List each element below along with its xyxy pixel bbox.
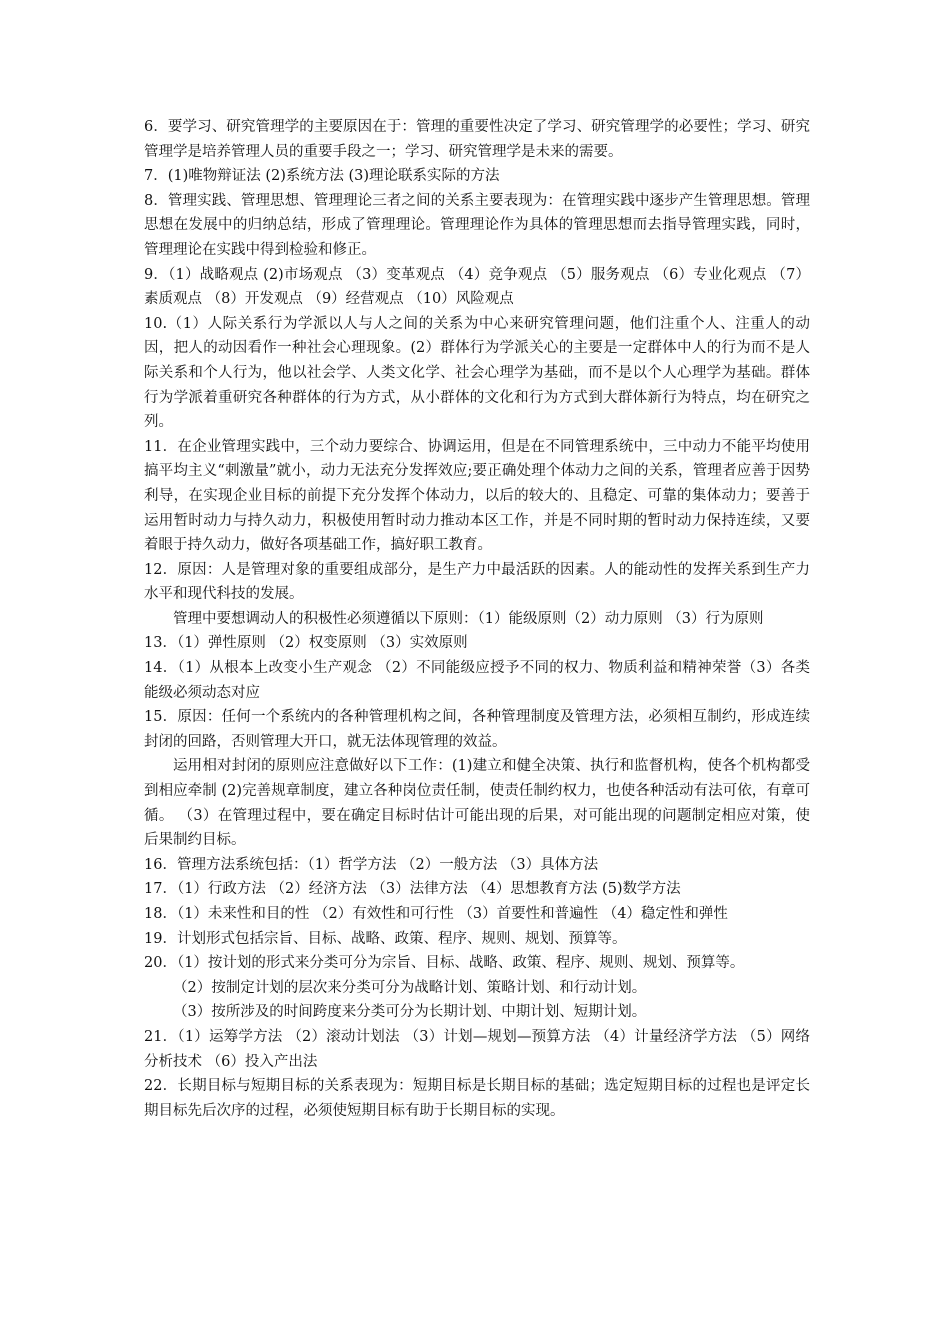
paragraph-9: 9．（1）战略观点 (2)市场观点 （3）变革观点 （4）竞争观点 （5）服务观点 （6）专业化观点 （7）素质观点 （8）开发观点 （9）经营观点 （10）风险观点 xyxy=(144,266,810,308)
paragraph-12: 12．原因：人是管理对象的重要组成部分，是生产力中最活跃的因素。人的能动性的发挥关系到生产力水平和现代科技的发展。 xyxy=(144,561,810,603)
paragraph-8: 8．管理实践、管理思想、管理理论三者之间的关系主要表现为：在管理实践中逐步产生管理思想。管理思想在发展中的归纳总结，形成了管理理论。管理理论作为具体的管理思想而去指导管理实践，同时，管理理论在实践中得到检验和修正。 xyxy=(144,192,810,258)
paragraph-21: 21．（1）运筹学方法 （2）滚动计划法 （3）计划—规划—预算方法 （4）计量经济学方法 （5）网络分析技术 （6）投入产出法 xyxy=(144,1028,810,1070)
paragraph-10: 10.（1）人际关系行为学派以人与人之间的关系为中心来研究管理问题，他们注重个人、注重人的动因，把人的动因看作一种社会心理现象。(2）群体行为学派关心的主要是一定群体中人的行为而不是人际关系和个人行为，他以社会学、人类文化学、社会心理学为基础，而不是以个人心理学为基础。群体行为学派着重研究各种群体的行为方式，从小群体的文化和行为方式到大群体新行为特点，均在研究之列。 xyxy=(144,315,811,431)
document-body xyxy=(144,115,810,1123)
paragraph-20-item-2: （2）按制定计划的层次来分类可分为战略计划、策略计划、和行动计划。 xyxy=(173,979,647,996)
paragraph-16: 16．管理方法系统包括：（1）哲学方法 （2）一般方法 （3）具体方法 xyxy=(144,856,599,873)
paragraph-20-item-3: （3）按所涉及的时间跨度来分类可分为长期计划、中期计划、短期计划。 xyxy=(173,1004,647,1021)
paragraph-20: 20．（1）按计划的形式来分类可分为宗旨、目标、战略、政策、程序、规则、规划、预算等。 xyxy=(144,955,745,972)
paragraph-22: 22．长期目标与短期目标的关系表现为：短期目标是长期目标的基础；选定短期目标的过程也是评定长期目标先后次序的过程，必须使短期目标有助于长期目标的实现。 xyxy=(144,1078,810,1119)
paragraph-14: 14．（1）从根本上改变小生产观念 （2）不同能级应授予不同的权力、物质利益和精神荣誉（3）各类能级必须动态对应 xyxy=(144,660,810,701)
paragraph-15-work: 运用相对封闭的原则应注意做好以下工作：(1)建立和健全决策、执行和监督机构，使各个机构都受到相应牵制 (2)完善规章制度，建立各种岗位责任制，使责任制约权力，也使各种活动有法可依，有章可循。 （3）在管理过程中，要在确定目标时估计可能出现的后果，对可能出现的问题制定相应对策，使后果制约目标。 xyxy=(144,758,810,849)
paragraph-15: 15．原因：任何一个系统内的各种管理机构之间，各种管理制度及管理方法，必须相互制约，形成连续封闭的回路，否则管理大开口，就无法体现管理的效益。 xyxy=(144,709,810,750)
paragraph-12-principles: 管理中要想调动人的积极性必须遵循以下原则：（1）能级原则（2）动力原则 （3）行为原则 xyxy=(173,610,764,627)
paragraph-17: 17．（1）行政方法 （2）经济方法 （3）法律方法 （4）思想教育方法 (5)数学方法 xyxy=(144,881,681,898)
paragraph-13: 13．（1）弹性原则 （2）权变原则 （3）实效原则 xyxy=(144,635,468,652)
paragraph-11: 11．在企业管理实践中，三个动力要综合、协调运用，但是在不同管理系统中，三中动力不能平均使用搞平均主义“刺激量”就小，动力无法充分发挥效应;要正确处理个体动力之间的关系，管理者应善于因势利导，在实现企业目标的前提下充分发挥个体动力，以后的较大的、且稳定、可靠的集体动力；要善于运用暂时动力与持久动力，积极使用暂时动力推动本区工作，并是不同时期的暂时动力保持连续，又要着眼于持久动力，做好各项基础工作，搞好职工教育。 xyxy=(144,438,810,554)
paragraph-19: 19．计划形式包括宗旨、目标、战略、政策、程序、规则、规划、预算等。 xyxy=(144,930,627,947)
paragraph-6: 6．要学习、研究管理学的主要原因在于：管理的重要性决定了学习、研究管理学的必要性；学习、研究管理学是培养管理人员的重要手段之一；学习、研究管理学是未来的需要。 xyxy=(144,119,810,160)
paragraph-7: 7．(1)唯物辩证法 (2)系统方法 (3)理论联系实际的方法 xyxy=(144,168,500,185)
paragraph-18: 18．（1）未来性和目的性 （2）有效性和可行性 （3）首要性和普遍性 （4）稳定性和弹性 xyxy=(144,906,728,922)
